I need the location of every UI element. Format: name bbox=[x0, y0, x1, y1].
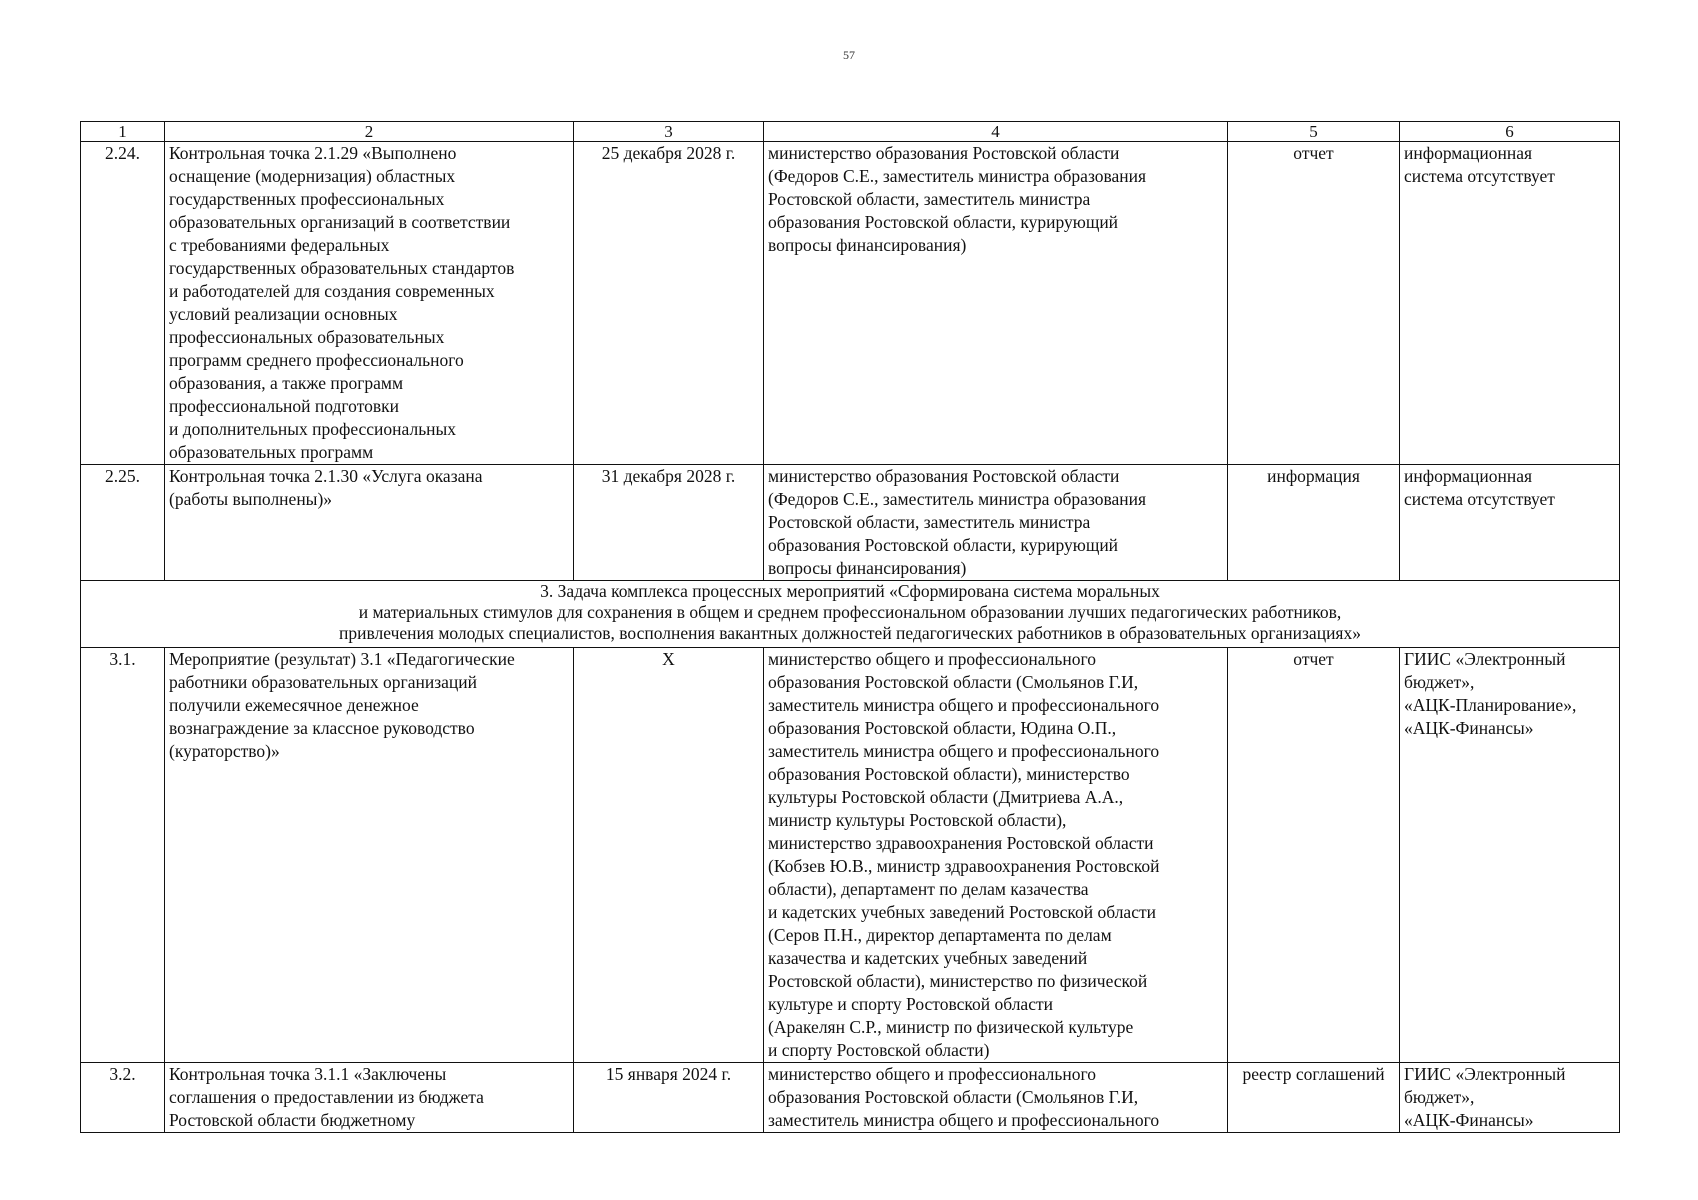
row-deadline: 15 января 2024 г. bbox=[574, 1063, 764, 1133]
table-row bbox=[81, 648, 1620, 1063]
row-responsible: министерство образования Ростовской области (Федоров С.Е., заместитель министра образования Ростовской области, заместитель министра образования Ростовской области, курирующий вопросы финансирования) bbox=[764, 465, 1228, 581]
row-responsible: министерство общего и профессионального образования Ростовской области (Смольянов Г.И, заместитель министра общего и профессионального образования Ростовской области, Юдина О.П., заместитель министра общего и профессионального образования Ростовской области), министерство культуры Ростовской области (Дмитриева А.А., министр культуры Ростовской области), министерство здравоохранения Ростовской области (Кобзев Ю.В., министр здравоохранения Ростовской области), департамент по делам казачества и кадетских учебных заведений Ростовской области (Серов П.Н., директор департамента по делам казачества и кадетских учебных заведений Ростовской области), министерство по физической культуре и спорту Ростовской области (Аракелян С.Р., министр по физической культуре и спорту Ростовской области) bbox=[764, 648, 1228, 1063]
row-document: реестр соглашений bbox=[1228, 1063, 1400, 1133]
column-header: 5 bbox=[1228, 122, 1400, 142]
row-deadline: 31 декабря 2028 г. bbox=[574, 465, 764, 581]
column-header: 4 bbox=[764, 122, 1228, 142]
row-responsible: министерство образования Ростовской области (Федоров С.Е., заместитель министра образования Ростовской области, заместитель министра образования Ростовской области, курирующий вопросы финансирования) bbox=[764, 142, 1228, 465]
row-description: Контрольная точка 2.1.30 «Услуга оказана (работы выполнены)» bbox=[165, 465, 574, 581]
row-description: Контрольная точка 2.1.29 «Выполнено оснащение (модернизация) областных государственных профессиональных образовательных организаций в соответствии с требованиями федеральных государственных образовательных стандартов и работодателей для создания современных условий реализации основных профессиональных образовательных программ среднего профессионального образования, а также программ профессиональной подготовки и дополнительных профессиональных образовательных программ bbox=[165, 142, 574, 465]
column-header: 3 bbox=[574, 122, 764, 142]
table-row bbox=[81, 465, 1620, 581]
row-info-system: ГИИС «Электронный бюджет», «АЦК-Финансы» bbox=[1400, 1063, 1620, 1133]
row-number: 2.25. bbox=[81, 465, 165, 581]
row-document: информация bbox=[1228, 465, 1400, 581]
row-description: Мероприятие (результат) 3.1 «Педагогические работники образовательных организаций получили ежемесячное денежное вознаграждение за классное руководство (кураторство)» bbox=[165, 648, 574, 1063]
plan-table bbox=[80, 121, 1620, 1133]
row-deadline: 25 декабря 2028 г. bbox=[574, 142, 764, 465]
row-info-system: информационная система отсутствует bbox=[1400, 465, 1620, 581]
row-info-system: ГИИС «Электронный бюджет», «АЦК-Планирование», «АЦК-Финансы» bbox=[1400, 648, 1620, 1063]
row-description: Контрольная точка 3.1.1 «Заключены соглашения о предоставлении из бюджета Ростовской области бюджетному bbox=[165, 1063, 574, 1133]
row-document: отчет bbox=[1228, 142, 1400, 465]
column-header: 1 bbox=[81, 122, 165, 142]
column-header-row bbox=[81, 122, 1620, 142]
section-row bbox=[81, 581, 1620, 648]
column-header: 6 bbox=[1400, 122, 1620, 142]
table-row bbox=[81, 142, 1620, 465]
page-number: 57 bbox=[843, 48, 855, 62]
section-heading: 3. Задача комплекса процессных мероприятий «Сформирована система моральных и материальных стимулов для сохранения в общем и среднем профессиональном образовании лучших педагогических работников, привлечения молодых специалистов, восполнения вакантных должностей педагогических работников в образовательных организациях» bbox=[81, 581, 1620, 648]
row-deadline: Х bbox=[574, 648, 764, 1063]
row-number: 3.1. bbox=[81, 648, 165, 1063]
table-row bbox=[81, 1063, 1620, 1133]
row-responsible: министерство общего и профессионального образования Ростовской области (Смольянов Г.И, заместитель министра общего и профессионального bbox=[764, 1063, 1228, 1133]
column-header: 2 bbox=[165, 122, 574, 142]
row-number: 3.2. bbox=[81, 1063, 165, 1133]
row-number: 2.24. bbox=[81, 142, 165, 465]
row-info-system: информационная система отсутствует bbox=[1400, 142, 1620, 465]
row-document: отчет bbox=[1228, 648, 1400, 1063]
